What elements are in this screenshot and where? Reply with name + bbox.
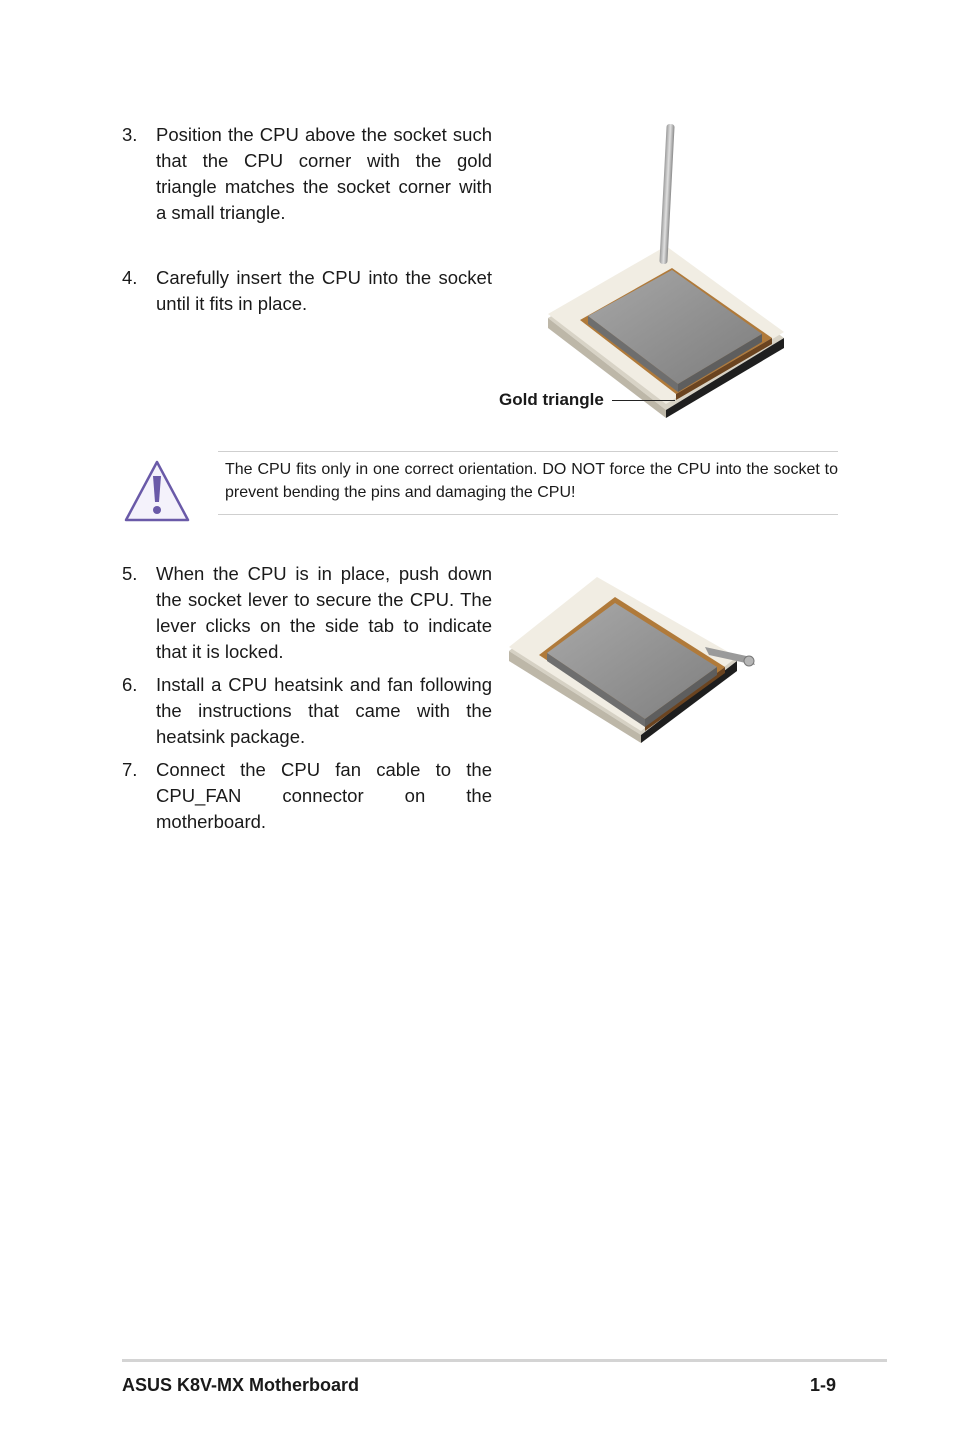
step-number: 5. xyxy=(122,563,138,584)
step-number: 6. xyxy=(122,674,138,695)
gold-triangle-callout: Gold triangle xyxy=(499,390,604,409)
cpu-socket-lever-up-figure xyxy=(540,118,790,418)
callout-leader-line xyxy=(612,400,675,401)
caution-top-rule xyxy=(218,451,838,452)
cpu-socket-lever-down-figure xyxy=(505,575,760,745)
step-4 xyxy=(122,265,492,317)
page-number: 1-9 xyxy=(809,1375,836,1395)
step-text: Position the CPU above the socket such that the CPU corner with the gold triangle matches the socket corner with a small triangle. xyxy=(156,124,492,223)
step-text: When the CPU is in place, push down the socket lever to secure the CPU. The lever clicks on the side tab to indicate that it is locked. xyxy=(156,563,492,662)
step-number: 4. xyxy=(122,267,138,288)
step-text: Carefully insert the CPU into the socket until it fits in place. xyxy=(156,267,492,314)
step-number: 7. xyxy=(122,759,138,780)
step-text: Install a CPU heatsink and fan following the instructions that came with the heatsink package. xyxy=(156,674,492,747)
caution-text: The CPU fits only in one correct orientation. DO NOT force the CPU into the socket to prevent bending the pins and damaging the CPU! xyxy=(225,461,838,501)
step-5 xyxy=(122,561,492,665)
step-6 xyxy=(122,672,492,750)
warning-triangle-icon xyxy=(122,458,192,524)
step-number: 3. xyxy=(122,124,138,145)
step-7 xyxy=(122,757,492,835)
step-3 xyxy=(122,122,492,226)
step-text: Connect the CPU fan cable to the CPU_FAN connector on the motherboard. xyxy=(156,759,492,832)
footer-rule xyxy=(122,1359,887,1362)
caution-bottom-rule xyxy=(218,514,838,515)
footer-title: ASUS K8V-MX Motherboard xyxy=(122,1375,360,1395)
